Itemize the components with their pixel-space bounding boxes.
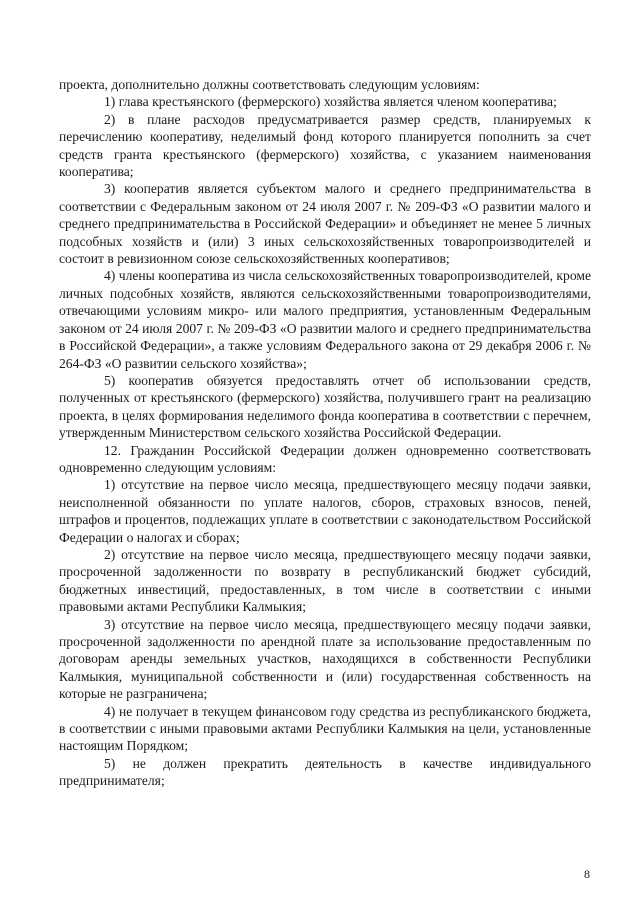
paragraph: 2) в плане расходов предусматривается размер средств, планируемых к перечислению кооперативу, неделимый фонд которого планируется пополнить за счет средств гранта крестьянского (фермерского) хозяйства, с указанием наименования кооператива; <box>59 111 591 180</box>
paragraph: 1) отсутствие на первое число месяца, предшествующего месяцу подачи заявки, неисполненной обязанности по уплате налогов, сборов, страховых взносов, пеней, штрафов и процентов, подлежащих уплате в соответствии с законодательством Российской Федерации о налогах и сборах; <box>59 477 591 545</box>
section-paragraph: 12. Гражданин Российской Федерации должен одновременно соответствовать одновременно следующим условиям: <box>59 442 591 475</box>
paragraph: 1) глава крестьянского (фермерского) хозяйства является членом кооператива; <box>104 94 557 110</box>
paragraph: 3) кооператив является субъектом малого и среднего предпринимательства в соответствии с Федеральным законом от 24 июля 2007 г. № 209-ФЗ «О развитии малого и среднего предпринимательства в Российской Федерации» и объединяет не менее 5 личных подсобных хозяйств и (или) 3 иных сельскохозяйственных товаропроизводителей и состоит в ревизионном союзе сельскохозяйственных кооперативов; <box>59 181 591 267</box>
paragraph: 4) члены кооператива из числа сельскохозяйственных товаропроизводителей, кроме личных подсобных хозяйств, являются сельскохозяйственными товаропроизводителями, отвечающими условиям микро- или малого предприятия, установленным Федеральным законом от 24 июля 2007 г. № 209-ФЗ «О развитии малого и среднего предпринимательства в Российской Федерации», а также условиям Федерального закона от 29 декабря 2006 г. № 264-ФЗ «О развитии сельского хозяйства»; <box>59 268 591 371</box>
paragraph: 5) кооператив обязуется предоставлять отчет об использовании средств, полученных от крестьянского (фермерского) хозяйства, получившего грант на реализацию проекта, в целях формирования неделимого фонда кооператива в соответствии с перечнем, утвержденным Министерством сельского хозяйства Российской Федерации. <box>59 372 591 441</box>
paragraph: 2) отсутствие на первое число месяца, предшествующего месяцу подачи заявки, просроченной задолженности по возврату в республиканский бюджет субсидий, бюджетных инвестиций, предоставленных, в том числе в соответствии с иными правовыми актами Республики Калмыкия; <box>59 546 591 615</box>
paragraph: 3) отсутствие на первое число месяца, предшествующего месяцу подачи заявки, просроченной задолженности по арендной плате за использование предоставленным по договорам аренды земельных участков, находящихся в собственности Республики Калмыкия, муниципальной собственности и (или) государственная собственность на которые не разграничена; <box>59 616 591 702</box>
page-number: 8 <box>584 867 590 881</box>
paragraph: проекта, дополнительно должны соответствовать следующим условиям: <box>59 77 480 92</box>
paragraph: 5) не должен прекратить деятельность в качестве индивидуального предпринимателя; <box>59 755 591 789</box>
paragraph: 4) не получает в текущем финансовом году средства из республиканского бюджета, в соответствии с иными правовыми актами Республики Калмыкия на цели, установленные настоящим Порядком; <box>59 703 591 754</box>
document-body <box>59 76 591 790</box>
